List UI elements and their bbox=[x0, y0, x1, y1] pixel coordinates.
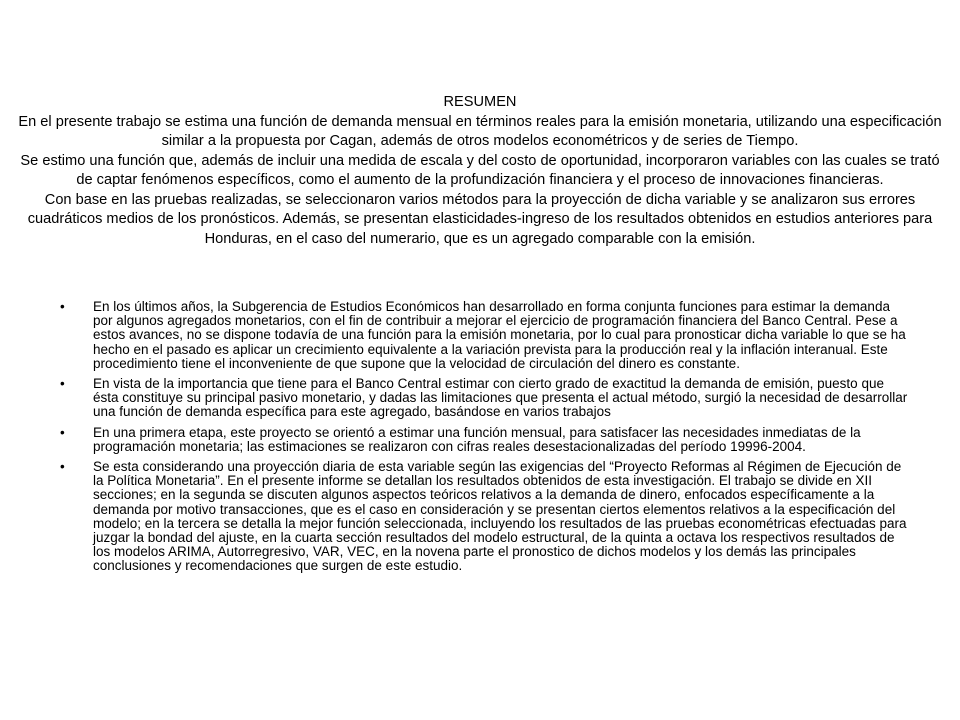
list-item bbox=[60, 377, 910, 420]
list-item bbox=[60, 300, 910, 371]
summary-paragraph: En el presente trabajo se estima una función de demanda mensual en términos reales para la emisión monetaria, utilizando una especificación similar a la propuesta por Cagan, además de otros modelos econométricos y de series de Tiempo. bbox=[18, 113, 942, 149]
bullet-text: En vista de la importancia que tiene para el Banco Central estimar con cierto grado de exactitud la demanda de emisión, puesto que ésta constituye su principal pasivo monetario, y dadas las limitaciones que presenta el actual método, surgió la necesidad de desarrollar una función de demanda específica para este agregado, basándose en varios trabajos bbox=[93, 376, 908, 420]
bullet-icon: • bbox=[60, 376, 65, 392]
summary-paragraph: Con base en las pruebas realizadas, se seleccionaron varios métodos para la proyección de dicha variable y se analizaron sus errores cuadráticos medios de los pronósticos. Además, se presentan elasticidades-ingreso de los resultados obtenidos en estudios anteriores para Honduras, en el caso del numerario, que es un agregado comparable con la emisión. bbox=[27, 191, 933, 247]
bullet-text: En los últimos años, la Subgerencia de Estudios Económicos han desarrollado en forma conjunta funciones para estimar la demanda por algunos agregados monetarios, con el fin de contribuir a mejorar el ejercicio de programación financiera del Banco Central. Pese a estos avances, no se dispone todavía de una función para la emisión monetaria, por lo cual para pronosticar dicha variable lo que se ha hecho en el pasado es aplicar un crecimiento equivalente a la variación prevista para la producción real y la inflación interanual. Este procedimiento tiene el inconveniente de que supone que la velocidad de circulación del dinero es constante. bbox=[93, 299, 906, 371]
bullet-text: Se esta considerando una proyección diaria de esta variable según las exigencias del “Proyecto Reformas al Régimen de Ejecución de la Política Monetaria”. En el presente informe se detallan los resultados obtenidos de esta investigación. El trabajo se divide en XII secciones; en la segunda se discuten algunos aspectos teóricos relativos a la demanda de dinero, enfocados específicamente a la demanda por motivo transacciones, que es el caso en consideración y se presentan ciertos elementos relativos a la especificación del modelo; en la tercera se detalla la mejor función seleccionada, incluyendo los resultados de las pruebas econométricas efectuadas para juzgar la bondad del ajuste, en la cuarta sección resultados del modelo estructural, de la quinta a octava los respectivos resultados de los modelos ARIMA, Autorregresivo, VAR, VEC, en la novena parte el pronostico de dichos modelos y los demás las principales conclusiones y recomendaciones que surgen de este estudio. bbox=[93, 459, 907, 574]
bullet-list bbox=[60, 300, 910, 580]
summary-heading: RESUMEN bbox=[443, 94, 517, 110]
list-item bbox=[60, 460, 910, 574]
bullet-icon: • bbox=[60, 459, 65, 475]
summary-paragraph: Se estimo una función que, además de incluir una medida de escala y del costo de oportunidad, incorporaron variables con las cuales se trató de captar fenómenos específicos, como el aumento de la profundización financiera y el proceso de innovaciones financieras. bbox=[20, 152, 940, 188]
list-item bbox=[60, 426, 910, 454]
bullet-text: En una primera etapa, este proyecto se orientó a estimar una función mensual, para satisfacer las necesidades inmediatas de la programación monetaria; las estimaciones se realizaron con cifras reales desestacionalizadas del período 19996-2004. bbox=[93, 424, 861, 454]
summary-block bbox=[18, 93, 942, 249]
bullet-icon: • bbox=[60, 424, 65, 440]
bullet-icon: • bbox=[60, 299, 65, 314]
